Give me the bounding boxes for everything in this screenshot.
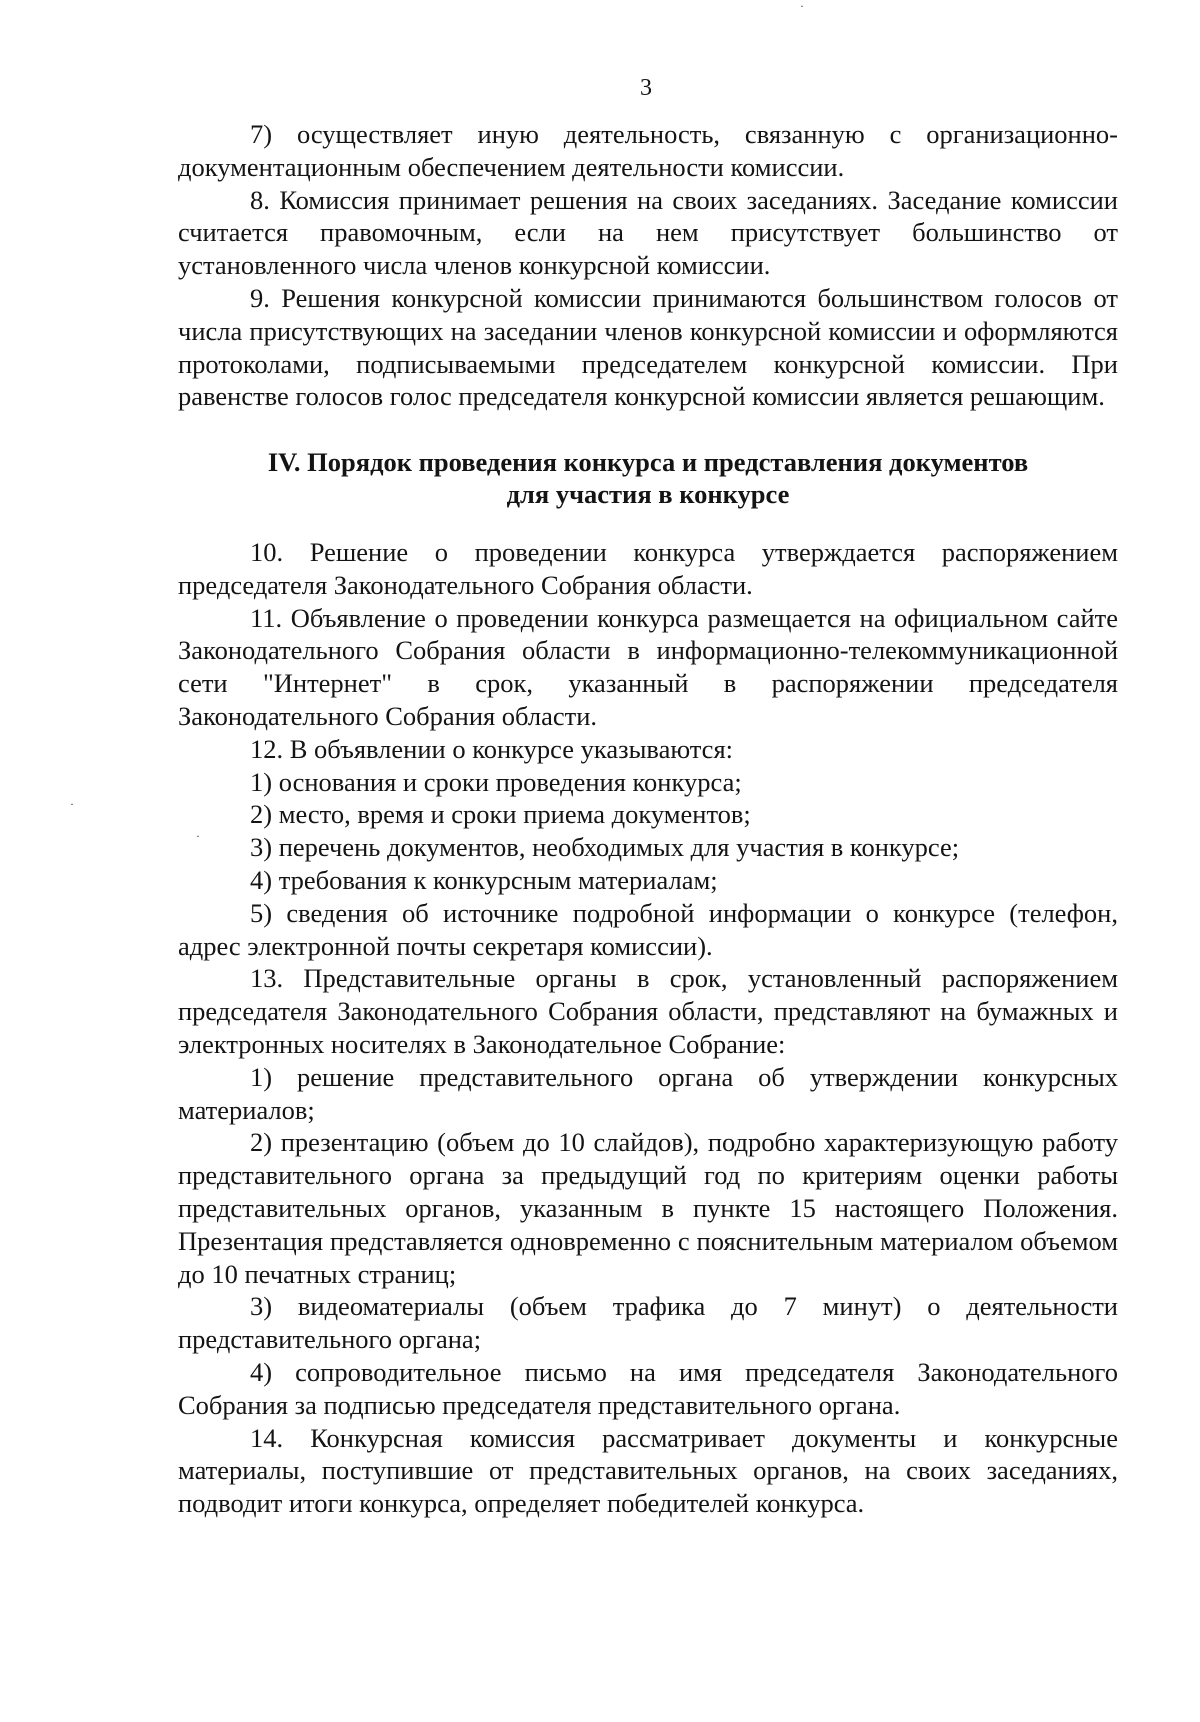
list-item-12-5: 5) сведения об источнике подробной информации о конкурсе (телефон, адрес электронной почты секретаря комиссии).	[178, 897, 1118, 961]
list-item-13-2: 2) презентацию (объем до 10 слайдов), подробно характеризующую работу представительного органа за предыдущий год по критериям оценки работы представительных органов, указанным в пункте 15 настоящего Положения. Презентация представляется одновременно с пояснительным материалом объемом до 10 печатных страниц;	[178, 1127, 1118, 1289]
paragraph-13: 13. Представительные органы в срок, установленный распоряжением председателя Законодательного Собрания области, представляют на бумажных и электронных носителях в Законодательное Собрание:	[178, 963, 1118, 1059]
paragraph-14: 14. Конкурсная комиссия рассматривает документы и конкурсные материалы, поступившие от представительных органов, на своих заседаниях, подводит итоги конкурса, определяет победителей конкурса.	[178, 1422, 1118, 1519]
section-heading-line-1: IV. Порядок проведения конкурса и представления документов	[267, 447, 1029, 477]
scan-dot-mark: ·	[70, 797, 74, 811]
list-item-13-4: 4) сопроводительное письмо на имя председателя Законодательного Собрания за подписью председателя представительного органа.	[178, 1356, 1118, 1420]
paragraph-11: 11. Объявление о проведении конкурса размещается на официальном сайте Законодательного Собрания области в информационно-телекоммуникационной сети "Интернет" в срок, указанный в распоряжении председателя Законодательного Собрания области.	[178, 602, 1118, 731]
paragraph-8: 8. Комиссия принимает решения на своих заседаниях. Заседание комиссии считается правомочным, если на нем присутствует большинство от установленного числа членов конкурсной комиссии.	[178, 184, 1118, 281]
paragraph-10: 10. Решение о проведении конкурса утверждается распоряжением председателя Законодательного Собрания области.	[178, 537, 1118, 600]
scan-edge-mark: ·	[800, 0, 804, 13]
list-item-12-3: 3) перечень документов, необходимых для участия в конкурсе;	[250, 832, 960, 863]
paragraph-9: 9. Решения конкурсной комиссии принимаются большинством голосов от числа присутствующих на заседании членов конкурсной комиссии и оформляются протоколами, подписываемыми председателем конкурсной комиссии. При равенстве голосов голос председателя конкурсной комиссии является решающим.	[178, 282, 1118, 412]
list-item-13-1: 1) решение представительного органа об утверждении конкурсных материалов;	[178, 1061, 1118, 1125]
list-item-12-2: 2) место, время и сроки приема документов;	[250, 799, 751, 830]
section-heading	[178, 446, 1118, 510]
text-block-top	[178, 118, 1118, 413]
paragraph-item-7: 7) осуществляет иную деятельность, связанную с организационно-документационным обеспечением деятельности комиссии.	[178, 119, 1118, 182]
text-block-main	[178, 536, 1118, 1520]
list-item-13-3: 3) видеоматериалы (объем трафика до 7 минут) о деятельности представительного органа;	[178, 1291, 1118, 1355]
paragraph-12: 12. В объявлении о конкурсе указываются:	[250, 733, 733, 764]
scan-dot-mark: ·	[196, 829, 200, 843]
section-heading-line-2: для участия в конкурсе	[506, 479, 790, 509]
list-item-12-4: 4) требования к конкурсным материалам;	[250, 864, 718, 895]
list-item-12-1: 1) основания и сроки проведения конкурса;	[250, 766, 742, 797]
page-number: 3	[640, 75, 652, 101]
